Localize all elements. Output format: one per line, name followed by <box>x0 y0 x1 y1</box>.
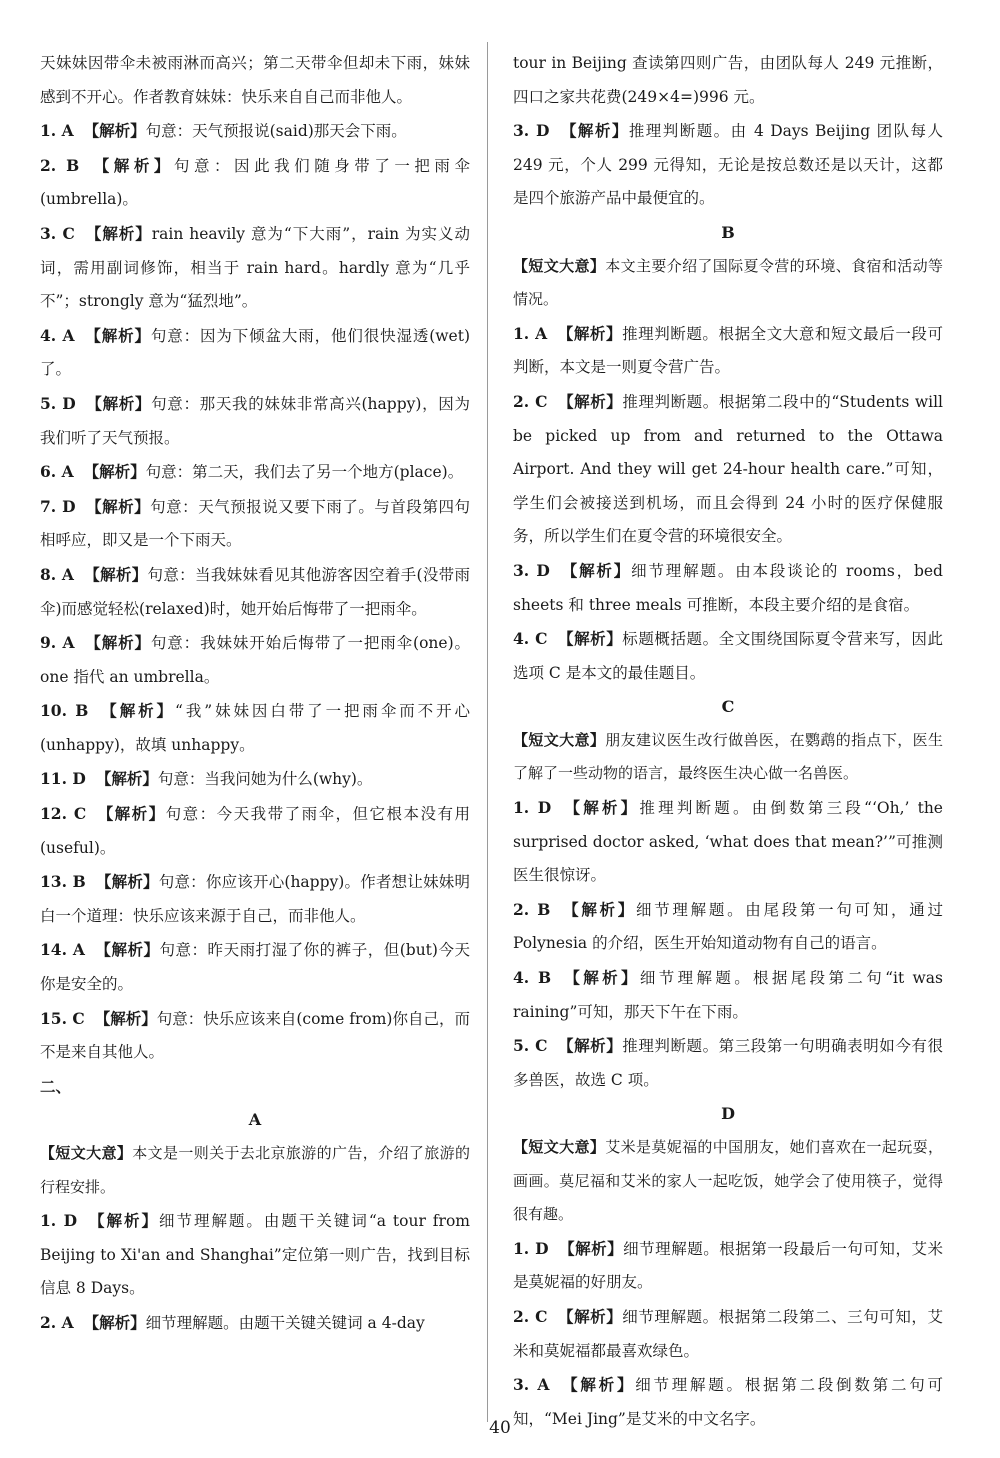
part-heading-d: D <box>721 1104 735 1124</box>
answer-item: 4. B 【解析】细节理解题。根据尾段第二句“it was raining”可知，那天下午在下雨。 <box>513 968 943 1021</box>
answer-item: 15. C 【解析】句意：快乐应该来自(come from)你自己，而不是来自其他人。 <box>40 1008 470 1062</box>
summary-paragraph: 【短文大意】朋友建议医生改行做兽医，在鹦鹉的指点下，医生了解了一些动物的语言，最终医生决心做一名兽医。 <box>513 730 943 783</box>
answer-item: 2. C 【解析】细节理解题。根据第二段第二、三句可知，艾米和莫妮福都最喜欢绿色。 <box>513 1306 943 1360</box>
answer-item: 1. D 【解析】推理判断题。由倒数第三段“‘Oh,’ the surprised doctor asked, ‘what does that mean?’”可推测医生很惊讶。 <box>513 798 943 885</box>
answer-item: 3. D 【解析】推理判断题。由 4 Days Beijing 团队每人 249 元，个人 299 元得知，无论是按总数还是以天计，这都是四个旅游产品中最便宜的。 <box>513 121 944 208</box>
summary-paragraph: 【短文大意】本文是一则关于去北京旅游的广告，介绍了旅游的行程安排。 <box>40 1144 470 1196</box>
answer-item: 1. A 【解析】推理判断题。根据全文大意和短文最后一段可判断，本文是一则夏令营广告。 <box>513 323 943 377</box>
answer-item: 4. C 【解析】标题概括题。全文围绕国际夏令营来写，因此选项 C 是本文的最佳题目。 <box>513 629 943 682</box>
answer-item: 5. D 【解析】句意：那天我的妹妹非常高兴(happy)，因为我们听了天气预报。 <box>40 393 470 447</box>
answer-item: 4. A 【解析】句意：因为下倾盆大雨，他们很快湿透(wet)了。 <box>40 325 470 379</box>
column-divider <box>487 42 488 1422</box>
answer-item: 14. A 【解析】句意：昨天雨打湿了你的裤子，但(but)今天你是安全的。 <box>40 940 470 994</box>
answer-item: 3. D 【解析】细节理解题。由本段谈论的 rooms，bed sheets 和 three meals 可推断，本段主要介绍的是食宿。 <box>513 560 943 614</box>
right-column <box>513 47 943 1436</box>
answer-item: 9. A 【解析】句意：我妹妹开始后悔带了一把雨伞(one)。one 指代 an umbrella。 <box>40 633 470 686</box>
answer-item: 3. C 【解析】rain heavily 意为“下大雨”，rain 为实义动词，需用副词修饰，相当于 rain hard。hardly 意为“几乎不”；strongly 意为“猛烈地”。 <box>40 223 470 311</box>
section-label: 二、 <box>40 1076 72 1096</box>
summary-paragraph: 【短文大意】艾米是莫妮福的中国朋友，她们喜欢在一起玩耍，画画。莫尼福和艾米的家人一起吃饭，她学会了使用筷子，觉得很有趣。 <box>513 1138 943 1224</box>
part-heading-c: C <box>721 697 735 717</box>
answer-item: 8. A 【解析】句意：当我妹妹看见其他游客因空着手(没带雨伞)而感觉轻松(relaxed)时，她开始后悔带了一把雨伞。 <box>40 564 470 618</box>
answer-item: 1. D 【解析】细节理解题。根据第一段最后一句可知，艾米是莫妮福的好朋友。 <box>513 1238 943 1292</box>
answer-item: 2. B 【解析】句意：因此我们随身带了一把雨伞(umbrella)。 <box>40 155 470 209</box>
answer-item: 10. B 【解析】“我”妹妹因白带了一把雨伞而不开心(unhappy)，故填 unhappy。 <box>40 701 470 754</box>
answer-item: 6. A 【解析】句意：第二天，我们去了另一个地方(place)。 <box>40 462 464 482</box>
page-number: 40 <box>489 1418 511 1438</box>
answer-item: 2. B 【解析】细节理解题。由尾段第一句可知，通过 Polynesia 的介绍，医生开始知道动物有自己的语言。 <box>513 899 943 953</box>
summary-paragraph: 【短文大意】本文主要介绍了国际夏令营的环境、食宿和活动等情况。 <box>513 256 943 309</box>
answer-item: 7. D 【解析】句意：天气预报说又要下雨了。与首段第四句相呼应，即又是一个下雨天。 <box>40 496 470 550</box>
answer-item: 12. C 【解析】句意：今天我带了雨伞，但它根本没有用(useful)。 <box>40 804 470 857</box>
answer-item: 3. A 【解析】细节理解题。根据第二段倒数第二句可知，“Mei Jing”是艾米的中文名字。 <box>513 1375 943 1428</box>
part-heading-a: A <box>248 1110 262 1130</box>
continuation-paragraph: tour in Beijing 查读第四则广告，由团队每人 249 元推断，四口之家共花费(249×4=)996 元。 <box>513 54 943 106</box>
answer-item: 2. C 【解析】推理判断题。根据第二段中的“Students will be picked up from and returned to the Ottawa Airport. And they will get 24-hour health care.”可知，学生们会被接送到机场，而且会得到 24 小时的医疗保健服务，所以学生们在夏令营的环境很安全。 <box>513 391 943 546</box>
answer-item: 2. A 【解析】细节理解题。由题干关键关键词 a 4-day <box>40 1312 425 1332</box>
left-column <box>40 47 470 1341</box>
answer-item: 1. A 【解析】句意：天气预报说(said)那天会下雨。 <box>40 121 407 141</box>
answer-item: 1. D 【解析】细节理解题。由题干关键词“a tour from Beijing to Xi'an and Shanghai”定位第一则广告，找到目标信息 8 Days。 <box>40 1211 470 1298</box>
answer-item: 13. B 【解析】句意：你应该开心(happy)。作者想让妹妹明白一个道理：快乐应该来源于自己，而非他人。 <box>40 872 470 925</box>
answer-item: 11. D 【解析】句意：当我问她为什么(why)。 <box>40 769 373 789</box>
part-heading-b: B <box>721 222 735 242</box>
answer-item: 5. C 【解析】推理判断题。第三段第一句明确表明如今有很多兽医，故选 C 项。 <box>513 1036 943 1089</box>
intro-paragraph: 天妹妹因带伞未被雨淋而高兴；第二天带伞但却未下雨，妹妹感到不开心。作者教育妹妹：快乐来自自己而非他人。 <box>40 54 470 106</box>
